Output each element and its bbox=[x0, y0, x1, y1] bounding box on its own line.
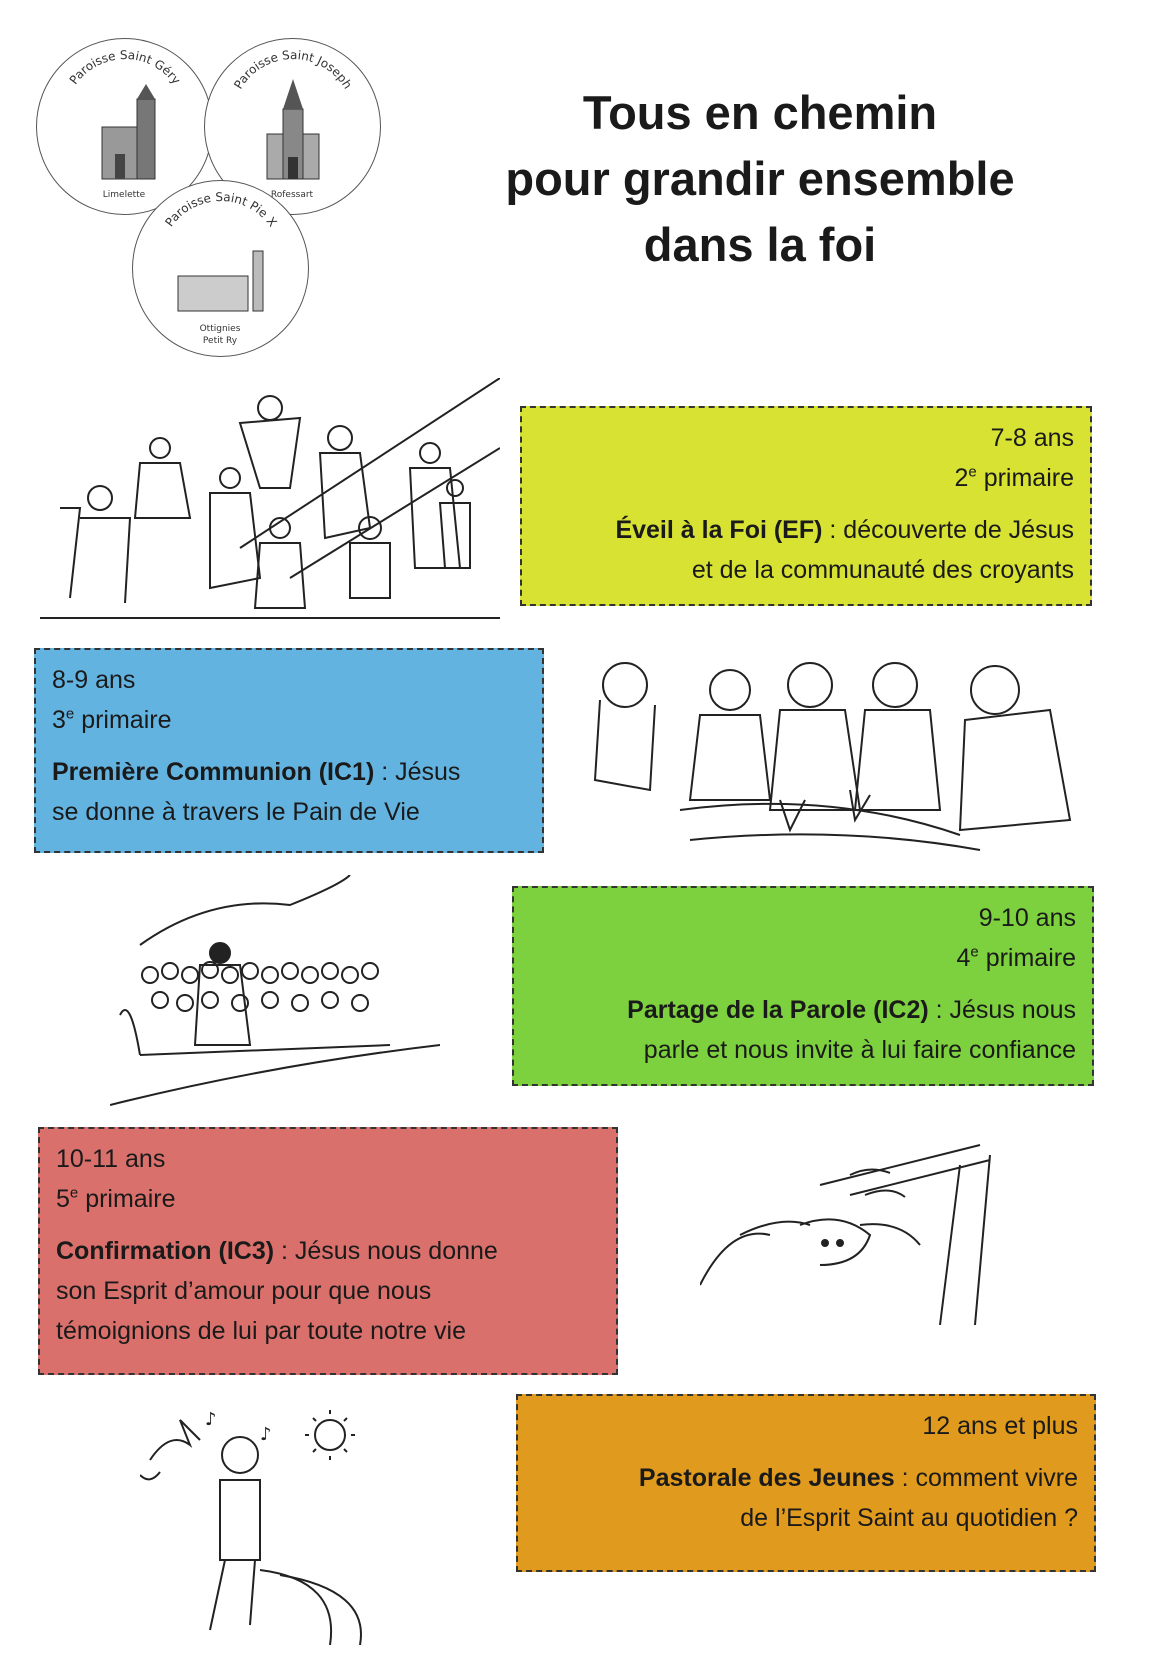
stage-eveil-foi bbox=[520, 406, 1092, 606]
crowd-illustration bbox=[40, 378, 500, 623]
stage-ic1-name: Première Communion (IC1) bbox=[52, 758, 375, 786]
svg-text:Paroisse Saint Pie X bbox=[162, 190, 279, 229]
stage-pj-description: Pastorale des Jeunes : comment vivre de l’Esprit Saint au quotidien ? bbox=[638, 1464, 1078, 1532]
blessing-drawing-icon bbox=[700, 1125, 1000, 1325]
stage-ef-description: Éveil à la Foi (EF) : découverte de Jésus et de la communauté des croyants bbox=[615, 516, 1074, 584]
stage-pj-age: 12 ans et plus bbox=[922, 1412, 1078, 1440]
logo-gery-name: Paroisse Saint Géry bbox=[66, 47, 184, 87]
stage-ic1-grade: 3e primaire bbox=[52, 705, 172, 734]
logo-gery-place: Limelette bbox=[102, 190, 146, 200]
sermon-drawing-icon bbox=[110, 875, 440, 1110]
stage-ic3-description: Confirmation (IC3) : Jésus nous donne son Esprit d’amour pour que nous témoignions de lui par toute notre vie bbox=[56, 1237, 498, 1345]
stage-confirmation bbox=[38, 1127, 618, 1375]
logo-saint-pie bbox=[132, 180, 309, 357]
logo-pie-place2: Petit Ry bbox=[202, 336, 238, 346]
svg-text:♪: ♪ bbox=[260, 1424, 272, 1445]
logo-joseph-name: Paroisse Saint Joseph bbox=[231, 47, 355, 92]
logo-pie-name: Paroisse Saint Pie X bbox=[162, 189, 280, 230]
page-title bbox=[430, 80, 1090, 278]
stage-pastorale-jeunes bbox=[516, 1394, 1096, 1572]
stage-premiere-communion bbox=[34, 648, 544, 853]
stage-ic1-age: 8-9 ans bbox=[52, 666, 136, 694]
stage-ic3-grade: 5e primaire bbox=[56, 1184, 176, 1213]
logo-pie-place1: Ottignies bbox=[199, 324, 241, 334]
logo-joseph-place: Rofessart bbox=[270, 190, 314, 200]
stage-ef-name: Éveil à la Foi (EF) bbox=[615, 516, 823, 544]
stage-ef-grade: 2e primaire bbox=[954, 463, 1074, 492]
last-supper-illustration bbox=[580, 640, 1080, 855]
walking-child-illustration bbox=[140, 1400, 380, 1645]
title-line-1: Tous en chemin bbox=[582, 86, 938, 139]
sermon-illustration bbox=[110, 875, 440, 1110]
walking-child-icon bbox=[140, 1400, 380, 1645]
stage-ic2-name: Partage de la Parole (IC2) bbox=[627, 996, 929, 1024]
parish-logos bbox=[36, 38, 396, 368]
stage-ic2-age: 9-10 ans bbox=[978, 904, 1076, 932]
stage-ef-age: 7-8 ans bbox=[990, 424, 1074, 452]
svg-text:Paroisse Saint Géry bbox=[67, 48, 184, 87]
stage-partage-parole bbox=[512, 886, 1094, 1086]
stage-ic3-age: 10-11 ans bbox=[56, 1145, 166, 1173]
blessing-illustration bbox=[700, 1125, 1000, 1325]
svg-text:♪: ♪ bbox=[205, 1409, 217, 1430]
stage-ic2-description: Partage de la Parole (IC2) : Jésus nous parle et nous invite à lui faire confiance bbox=[627, 996, 1076, 1064]
stage-ic1-description: Première Communion (IC1) : Jésus se donne à travers le Pain de Vie bbox=[52, 758, 461, 826]
stage-pj-name: Pastorale des Jeunes bbox=[638, 1464, 895, 1492]
title-line-3: dans la foi bbox=[643, 218, 877, 271]
stage-ic2-grade: 4e primaire bbox=[956, 943, 1076, 972]
crowd-drawing-icon bbox=[40, 378, 500, 623]
church-pie-icon bbox=[133, 181, 308, 356]
supper-drawing-icon bbox=[580, 640, 1080, 855]
title-line-2: pour grandir ensemble bbox=[505, 152, 1015, 205]
stage-ic3-name: Confirmation (IC3) bbox=[56, 1237, 275, 1265]
